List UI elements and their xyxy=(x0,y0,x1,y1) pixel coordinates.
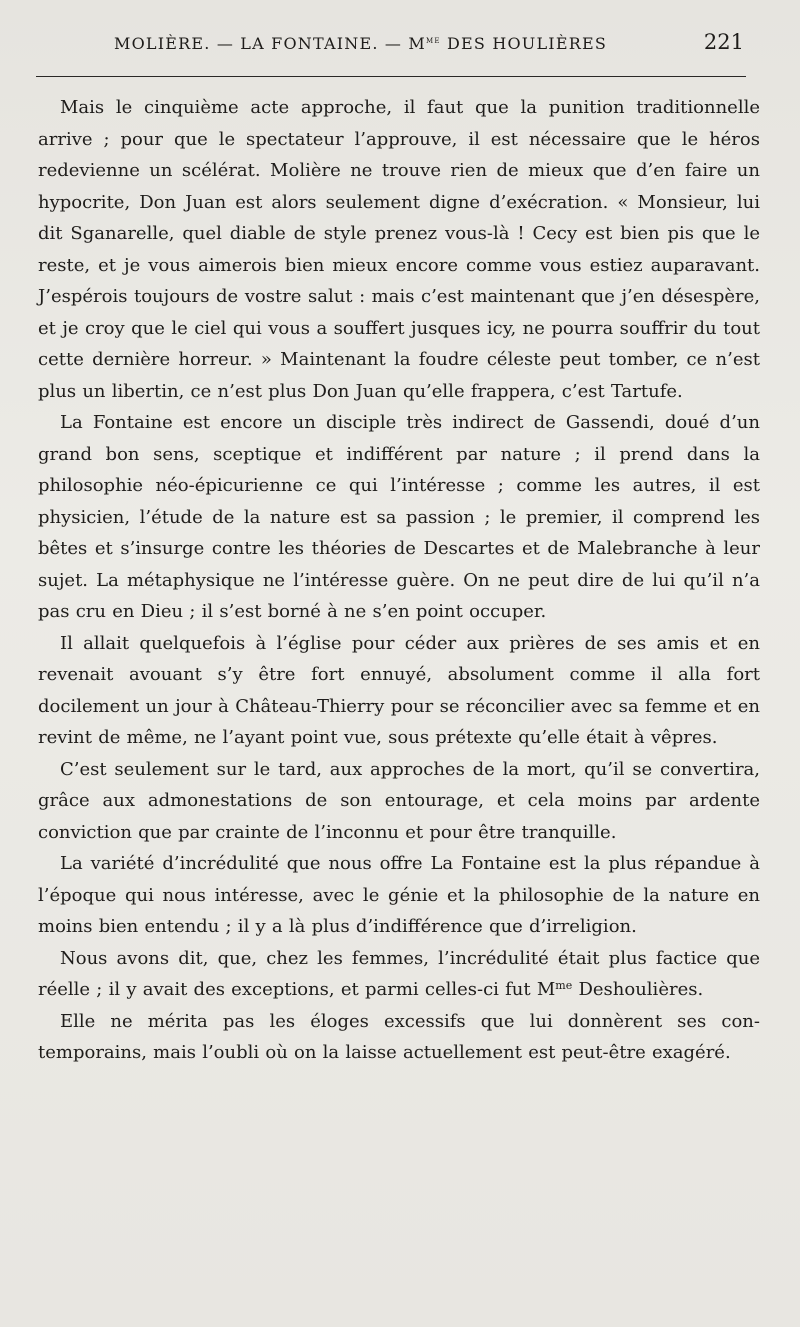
paragraph xyxy=(38,943,760,1006)
body-text xyxy=(38,92,760,1069)
page-number: 221 xyxy=(703,30,744,54)
paragraph: La Fontaine est encore un disciple très indirect de Gassendi, doué d’un grand bon sens, sceptique et indifférent par nature ; il prend dans la philosophie néo-épicurienne ce qui l’intéresse ; comme les autres, il est physicien, l’étude de la nature est sa passion ; le premier, il comprend les bêtes et s’insurge contre les théories de Descartes et de Malebranche à leur sujet. La métaphysique ne l’intéresse guère. On ne peut dire de lui qu’il n’a pas cru en Dieu ; il s’est borné à ne s’en point occuper. xyxy=(38,412,760,622)
running-head-text: MOLIÈRE. — LA FONTAINE. — M xyxy=(114,34,426,53)
paragraph: Mais le cinquième acte approche, il faut que la punition traditionnelle arrive ; pour que le spectateur l’approuve, il est nécessaire que le héros redevienne un scélérat. Molière ne trouve rien de mieux que d’en faire un hypocrite, Don Juan est alors seulement digne d’exécration. « Monsieur, lui dit Sganarelle, quel diable de style prenez vous-là ! Cecy est bien pis que le reste, et je vous aimerois bien mieux encore comme vous estiez auparavant. J’espérois toujours de vostre salut : mais c’est maintenant que j’en désespère, et je croy que le ciel qui vous a souffert jusques icy, ne pourra souffrir du tout cette dernière horreur. » Maintenant la foudre céleste peut tomber, ce n’est plus un libertin, ce n’est plus Don Juan qu’elle frappera, c’est Tartufe. xyxy=(38,97,760,402)
paragraph: Il allait quelquefois à l’église pour céder aux prières de ses amis et en revenait avouant s’y être fort ennuyé, absolument comme il alla fort docilement un jour à Château-Thierry pour se réconcilier avec sa femme et en revint de même, ne l’ayant point vue, sous prétexte qu’elle était à vêpres. xyxy=(38,632,760,748)
page-header xyxy=(36,30,746,64)
header-rule xyxy=(36,76,746,77)
running-head-superscript: me xyxy=(426,35,441,46)
running-head xyxy=(114,34,607,53)
running-head-text-end: DES HOULIÈRES xyxy=(440,34,607,53)
paragraph: La variété d’incrédulité que nous offre La Fontaine est la plus répandue à l’époque qui nous intéresse, avec le génie et la philosophie de la nature en moins bien entendu ; il y a là plus d’indifférence que d’irreligion. xyxy=(38,853,760,937)
superscript: me xyxy=(555,979,573,992)
paragraph-text: Nous avons dit, que, chez les femmes, l’incrédulité était plus factice que réelle ; il y avait des exceptions, et parmi celles-ci fut M xyxy=(38,947,760,1000)
paragraph: C’est seulement sur le tard, aux approches de la mort, qu’il se convertira, grâce aux admonestations de son entourage, et cela moins par ardente conviction que par crainte de l’inconnu et pour être tranquille. xyxy=(38,758,760,843)
paragraph-text-end: Deshoulières. xyxy=(572,979,704,1000)
paragraph: Elle ne mérita pas les éloges excessifs que lui donnèrent ses contemporains, mais l’oubli où on la laisse actuellement est peut-être exagéré. xyxy=(38,1010,760,1063)
